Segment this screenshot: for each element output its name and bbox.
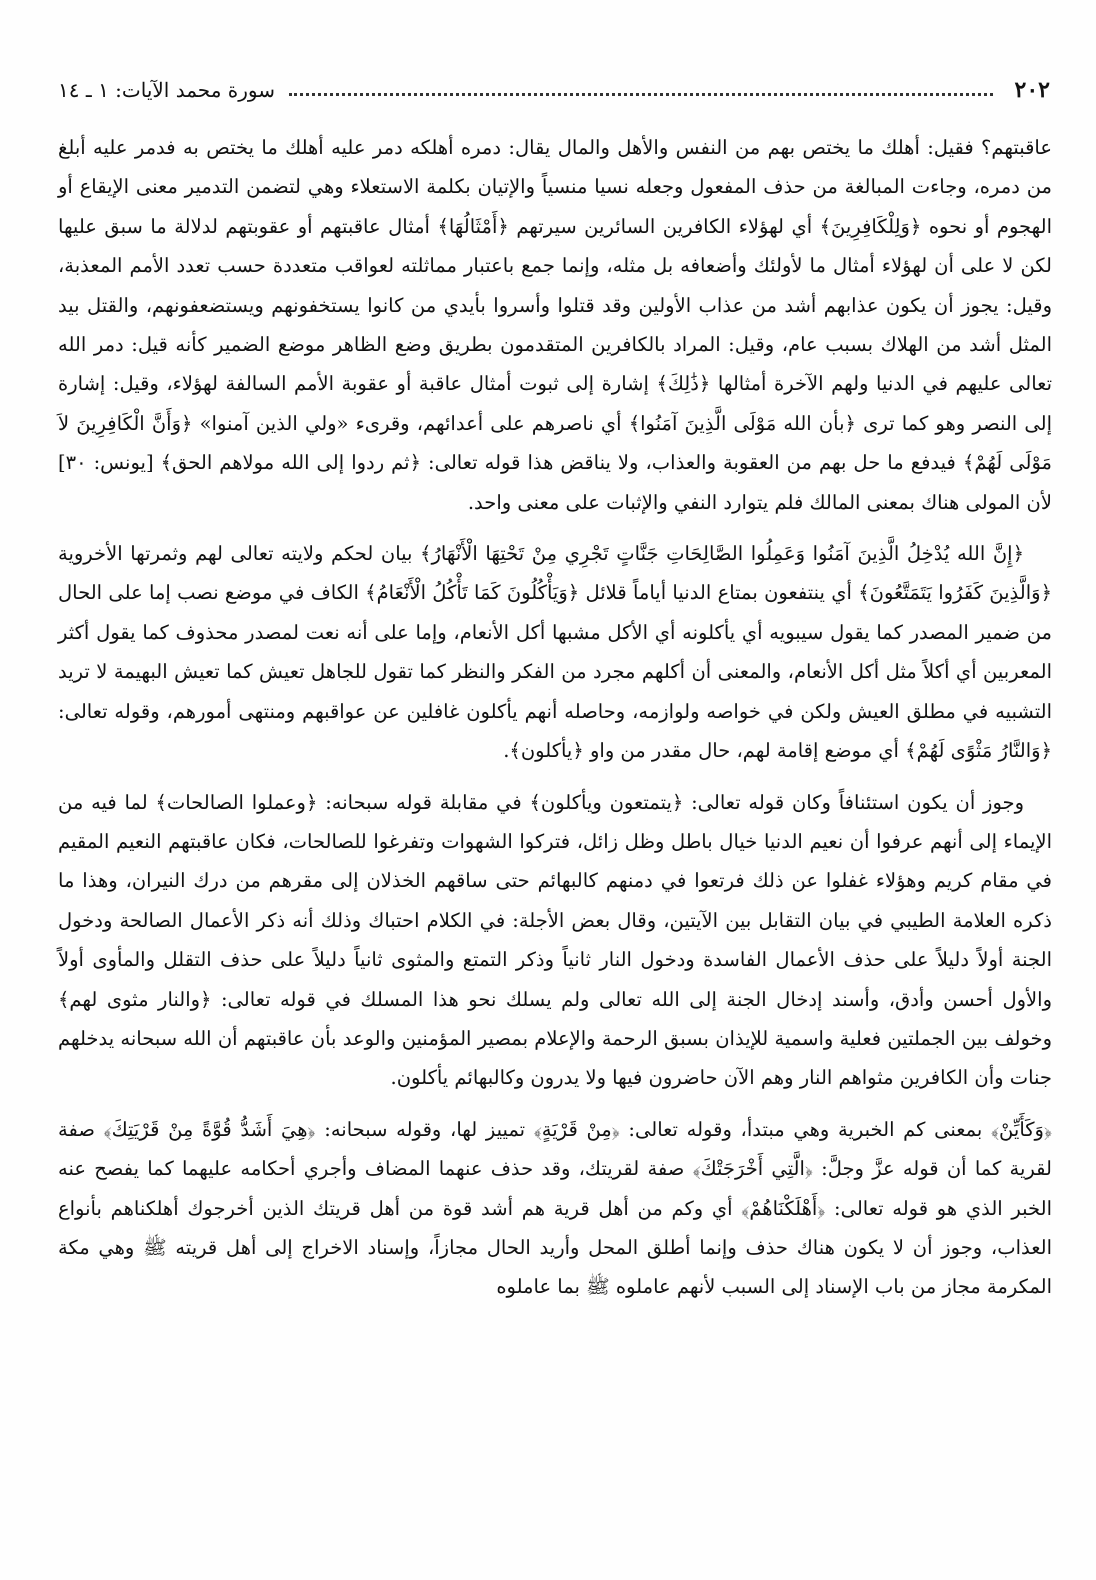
- header-dotted-leader: [289, 93, 993, 96]
- page-header: [58, 70, 1050, 110]
- main-text: [58, 128, 1052, 1319]
- page-number: ٢٠٢: [1014, 77, 1050, 103]
- paragraph: ﴿وَكَأَيِّنْ﴾ بمعنى كم الخبرية وهي مبتدأ، وقوله تعالى: ﴿مِنْ قَرْيَةٍ﴾ تمييز لها، وقوله سبحانه: ﴿هِيَ أَشَدُّ قُوَّةً مِنْ قَرْيَتِكَ﴾ صفة لقرية كما أن قوله عزَّ وجلَّ: ﴿الَّتِي أَخْرَجَتْكَ﴾ صفة لقريتك، وقد حذف عنهما المضاف وأجري أحكامه عليهما كما يفصح عنه الخبر الذي هو قوله تعالى: ﴿أَهْلَكْنَاهُمْ﴾ أي وكم من أهل قرية هم أشد قوة من أهل قريتك الذين أخرجوك أهلكناهم بأنواع العذاب، وجوز أن لا يكون هناك حذف وإنما أطلق المحل وأريد الحال مجازاً، وإسناد الاخراج إلى أهل قريته ﷺ وهي مكة المكرمة مجاز من باب الإسناد إلى السبب لأنهم عاملوه ﷺ بما عاملوه: [58, 1117, 1052, 1299]
- paragraph: وجوز أن يكون استئنافاً وكان قوله تعالى: ﴿يتمتعون ويأكلون﴾ في مقابلة قوله سبحانه: ﴿وعملوا الصالحات﴾ لما فيه من الإيماء إلى أنهم عرفوا أن نعيم الدنيا خيال باطل وظل زائل، فتركوا الشهوات وتفرغوا للصالحات، فكان عاقبتهم النعيم المقيم في مقام كريم وهؤلاء غفلوا عن ذلك فرتعوا في دمنهم كالبهائم حتى ساقهم الخذلان إلى مقرهم من درك النيران، وهذا ما ذكره العلامة الطيبي في بيان التقابل بين الآيتين، وقال بعض الأجلة: في الكلام احتباك وذلك أنه ذكر الأعمال الصالحة ودخول الجنة أولاً دليلاً على حذف الأعمال الفاسدة ودخول النار ثانياً وذكر التمتع والمثوى ثانياً دليلاً على حذف التقلل والمأوى أولاً والأول أحسن وأدق، وأسند إدخال الجنة إلى الله تعالى ولم يسلك نحو هذا المسلك في قوله تعالى: ﴿والنار مثوى لهم﴾ وخولف بين الجملتين فعلية واسمية للإيذان بسبق الرحمة والإعلام بمصير المؤمنين والوعد بأن عاقبتهم أن الله سبحانه يدخلهم جنات وأن الكافرين مثواهم النار وهم الآن حاضرون فيها ولا يدرون وكالبهائم يأكلون.: [58, 790, 1052, 1090]
- paragraph: ﴿إِنَّ الله يُدْخِلُ الَّذِينَ آمَنُوا وَعَمِلُوا الصَّالِحَاتِ جَنَّاتٍ تَجْرِي مِنْ تَحْتِهَا الْأَنْهَارُ﴾ بيان لحكم ولايته تعالى لهم وثمرتها الأخروية ﴿وَالَّذِينَ كَفَرُوا يَتَمَتَّعُونَ﴾ أي ينتفعون بمتاع الدنيا أياماً قلائل ﴿وَيَأْكُلُونَ كَمَا تَأْكُلُ الْأَنْعَامُ﴾ الكاف في موضع نصب إما على الحال من ضمير المصدر كما يقول سيبويه أي يأكلونه أي الأكل مشبها أكل الأنعام، وإما على أنه نعت لمصدر محذوف كما يقول أكثر المعربين أي أكلاً مثل أكل الأنعام، والمعنى أن أكلهم مجرد من الفكر والنظر كما تقول للجاهل تعيش كما تعيش البهيمة لا تريد التشبيه في مطلق العيش ولكن في خواصه ولوازمه، وحاصله أنهم يأكلون غافلين عن عواقبهم ومنتهى أمورهم، وقوله تعالى: ﴿وَالنَّارُ مَثْوًى لَهُمْ﴾ أي موضع إقامة لهم، حال مقدر من واو ﴿يأكلون﴾.: [58, 542, 1052, 763]
- paragraph: عاقبتهم؟ فقيل: أهلك ما يختص بهم من النفس والأهل والمال يقال: دمره أهلكه دمر عليه أهلك ما يختص به فدمر عليه أبلغ من دمره، وجاءت المبالغة من حذف المفعول وجعله نسيا منسياً والإتيان بكلمة الاستعلاء وهي لتضمن التدمير معنى الإيقاع أو الهجوم أو نحوه ﴿وَلِلْكَافِرِينَ﴾ أي لهؤلاء الكافرين السائرين سيرتهم ﴿أَمْثَالُهَا﴾ أمثال عاقبتهم أو عقوبتهم لدلالة ما سبق عليها لكن لا على أن لهؤلاء أمثال ما لأولئك وأضعافه بل مثله، وإنما جمع باعتبار مماثلته لعواقب متعددة حسب تعدد الأمم المعذبة، وقيل: يجوز أن يكون عذابهم أشد من عذاب الأولين وقد قتلوا وأسروا بأيدي من كانوا يستخفونهم ويستضعفونهم، والقتل بيد المثل أشد من الهلاك بسبب عام، وقيل: المراد بالكافرين المتقدمون بطريق وضع الظاهر موضع الضمير كأنه قيل: دمر الله تعالى عليهم في الدنيا ولهم الآخرة أمثالها ﴿ذَٰلِكَ﴾ إشارة إلى ثبوت أمثال عاقبة أو عقوبة الأمم السالفة لهؤلاء، وقيل: إشارة إلى النصر وهو كما ترى ﴿بأن الله مَوْلَى الَّذِينَ آمَنُوا﴾ أي ناصرهم على أعدائهم، وقرىء «ولي الذين آمنوا» ﴿وَأَنَّ الْكَافِرِينَ لاَ مَوْلَى لَهُمْ﴾ فيدفع ما حل بهم من العقوبة والعذاب، ولا يناقض هذا قوله تعالى: ﴿ثم ردوا إلى الله مولاهم الحق﴾ [يونس: ٣٠] لأن المولى هناك بمعنى المالك فلم يتوارد النفي والإثبات على معنى واحد.: [58, 136, 1052, 514]
- running-title: سورة محمد الآيات: ١ ـ ١٤: [58, 78, 275, 102]
